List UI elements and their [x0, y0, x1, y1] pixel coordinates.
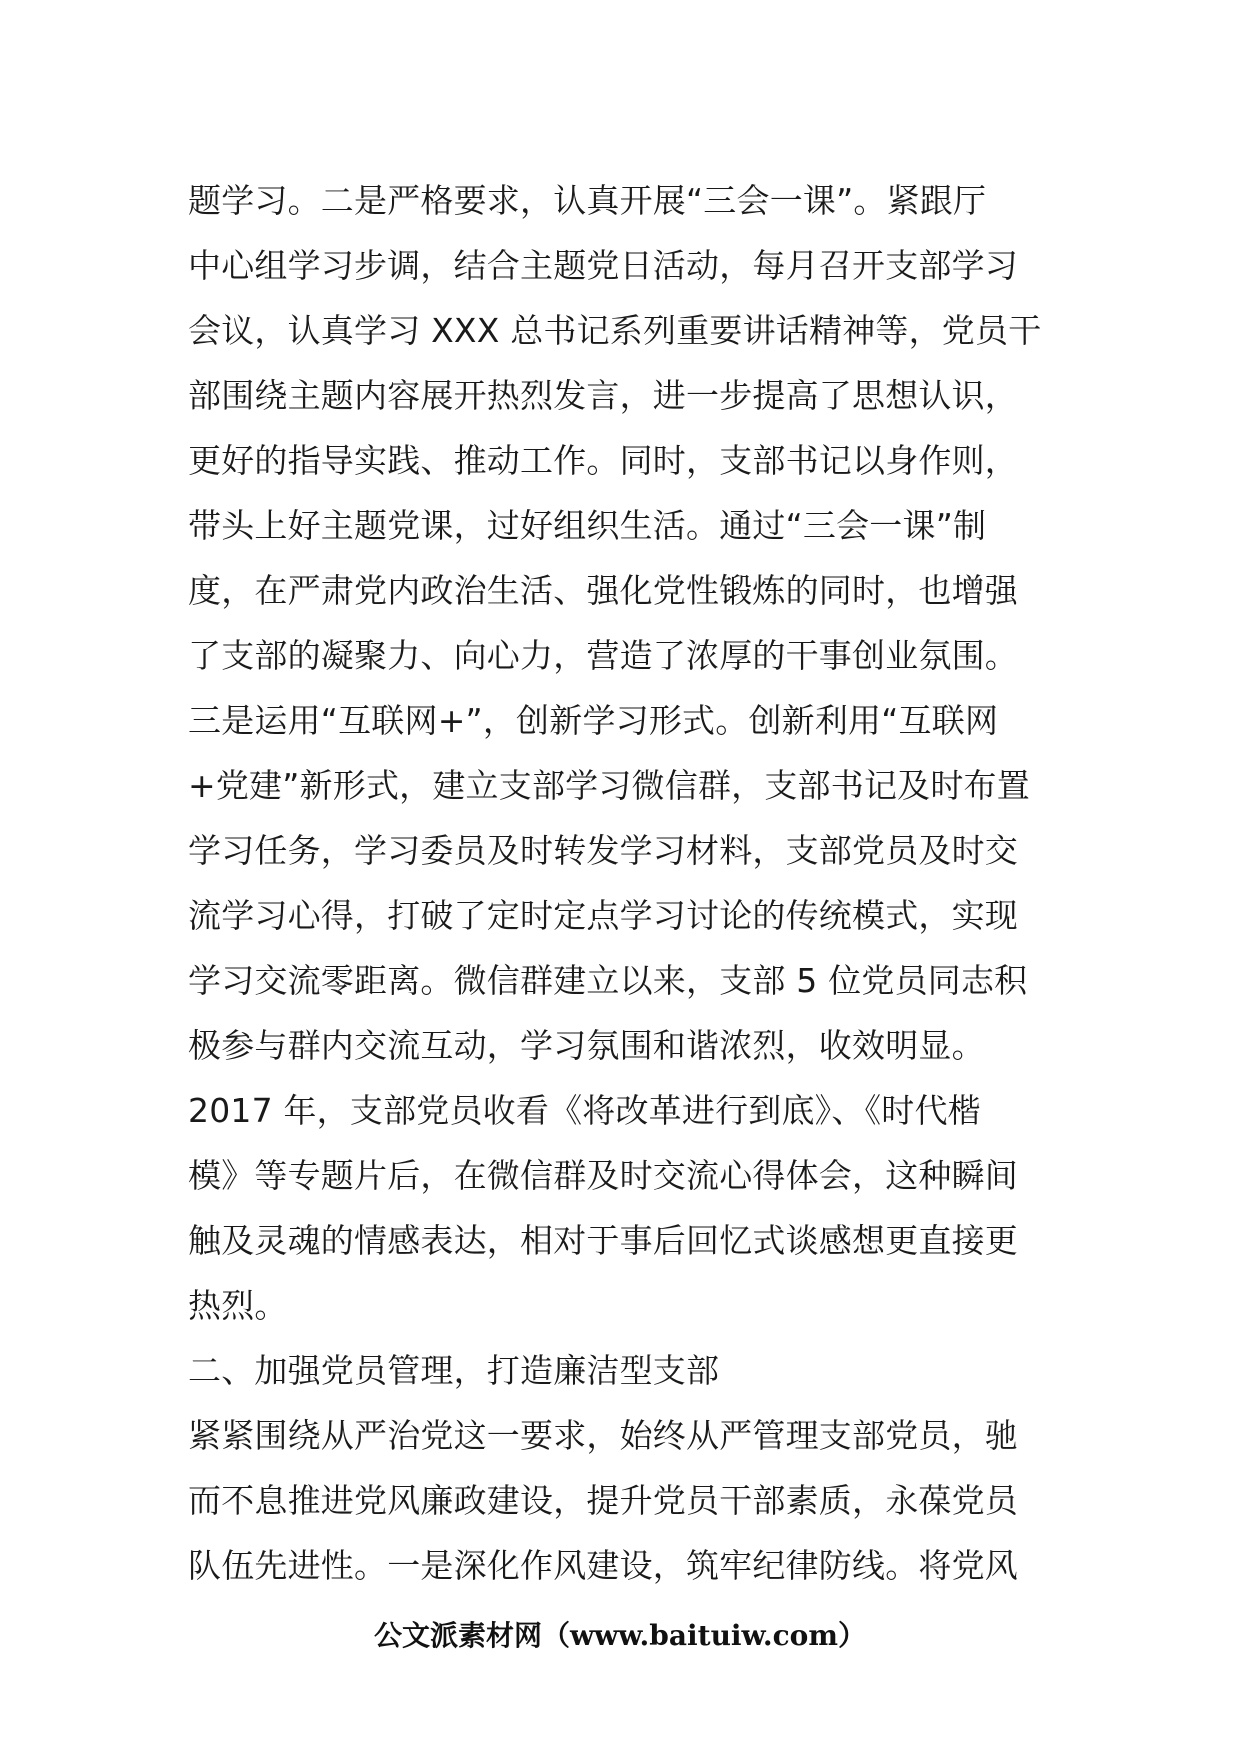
- text-line: 三是运用“互联网+”，创新学习形式。创新利用“互联网: [188, 701, 999, 740]
- text-line: 题学习。二是严格要求，认真开展“三会一课”。紧跟厅: [188, 181, 987, 220]
- text-line: 会议，认真学习 XXX 总书记系列重要讲话精神等，党员干: [188, 311, 1042, 350]
- text-line: 而不息推进党风廉政建设，提升党员干部素质，永葆党员: [188, 1481, 1018, 1520]
- text-line: 热烈。: [188, 1286, 288, 1325]
- text-line: 学习交流零距离。微信群建立以来，支部 5 位党员同志积: [188, 961, 1028, 1000]
- text-line: +党建”新形式，建立支部学习微信群，支部书记及时布置: [188, 766, 1030, 805]
- text-line: 中心组学习步调，结合主题党日活动，每月召开支部学习: [188, 246, 1018, 285]
- text-line: 部围绕主题内容展开热烈发言，进一步提高了思想认识，: [188, 376, 1018, 415]
- text-line: 学习任务，学习委员及时转发学习材料，支部党员及时交: [188, 831, 1018, 870]
- text-line: 队伍先进性。一是深化作风建设，筑牢纪律防线。将党风: [188, 1546, 1018, 1585]
- text-line: 流学习心得，打破了定时定点学习讨论的传统模式，实现: [188, 896, 1018, 935]
- text-line: 极参与群内交流互动，学习氛围和谐浓烈，收效明显。: [188, 1026, 985, 1065]
- text-line: 模》等专题片后，在微信群及时交流心得体会，这种瞬间: [188, 1156, 1018, 1195]
- text-line: 带头上好主题党课，过好组织生活。通过“三会一课”制: [188, 506, 987, 545]
- text-line: 2017 年，支部党员收看《将改革进行到底》、《时代楷: [188, 1091, 981, 1130]
- text-line: 触及灵魂的情感表达，相对于事后回忆式谈感想更直接更: [188, 1221, 1018, 1260]
- text-line: 紧紧围绕从严治党这一要求，始终从严管理支部党员，驰: [188, 1416, 1018, 1455]
- text-line: 了支部的凝聚力、向心力，营造了浓厚的干事创业氛围。: [188, 636, 1018, 675]
- body-text: [188, 168, 1068, 1598]
- footer-watermark: 公文派素材网（www.baituiw.com）: [374, 1619, 866, 1652]
- section-heading: 二、加强党员管理，打造廉洁型支部: [188, 1351, 720, 1390]
- text-line: 度，在严肃党内政治生活、强化党性锻炼的同时，也增强: [188, 571, 1018, 610]
- text-line: 更好的指导实践、推动工作。同时，支部书记以身作则，: [188, 441, 1018, 480]
